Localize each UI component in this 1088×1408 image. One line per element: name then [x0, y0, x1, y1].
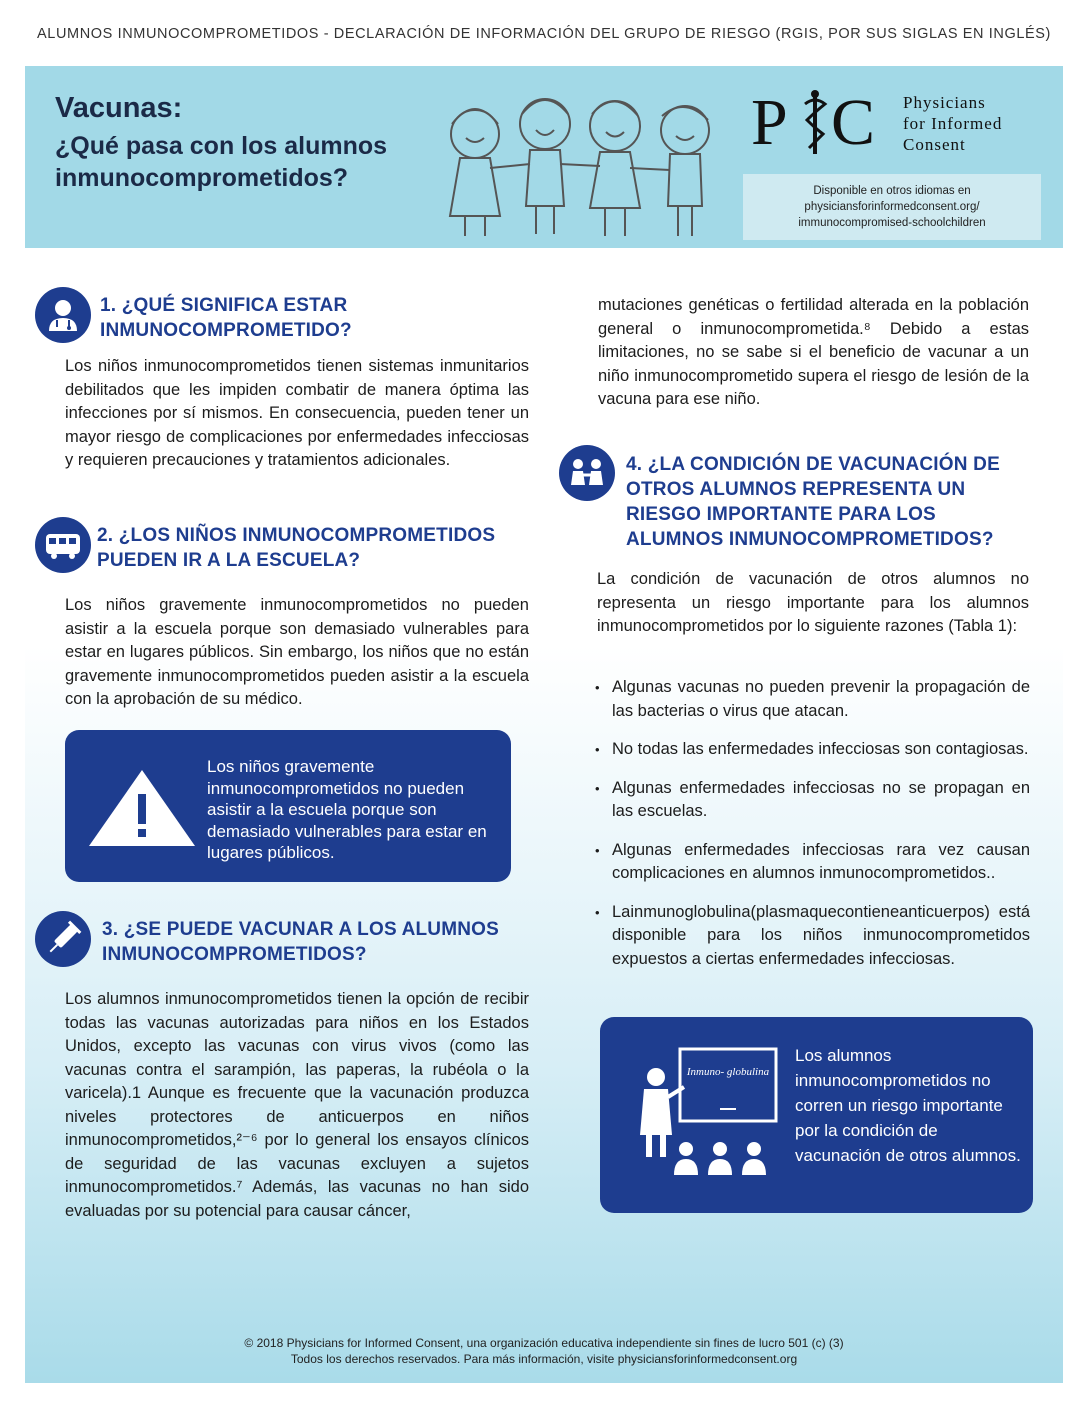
reasons-list [595, 676, 1030, 986]
list-item: • Algunas vacunas no pueden prevenir la propagación de las bacterias o virus que atacan. [595, 676, 1030, 723]
caduceus-logo-icon [751, 86, 891, 158]
svg-text:P: P [751, 86, 788, 158]
page-title: Vacunas: [55, 92, 183, 124]
svg-text:C: C [831, 86, 876, 158]
logo-line: for Informed [903, 114, 1003, 133]
section-3-title: 3. ¿SE PUEDE VACUNAR A LOS ALUMNOS INMUNOCOMPROMETIDOS? [102, 919, 500, 965]
section-2-title: 2. ¿LOS NIÑOS INMUNOCOMPROMETIDOS PUEDEN IR A LA ESCUELA? [97, 525, 496, 571]
logo-wordmark [903, 92, 1002, 155]
section-1-body: Los niños inmunocomprometidos tienen sistemas inmunitarios debilitados que les impiden combatir de manera óptima las infecciones por sí mismos. En consecuencia, pueden tener un mayor riesgo de complicaciones por enfermedades infecciosas y requieren precauciones y tratamientos adicionales. [65, 357, 529, 469]
section-3-body: Los alumnos inmunocomprometidos tienen la opción de recibir todas las vacunas autorizadas para niños en los Estados Unidos, excepto las vacunas con virus vivos (como las vacunas contra el sarampión, las paperas, la rubéola o la varicela).1 Aunque es frecuente que la vacunación produzca niveles protectores de anticuerpos en niños inmunocomprometidos,²⁻⁶ por lo general los ensayos clínicos de seguridad de las vacunas excluyen a sujetos inmunocomprometidos.⁷ Además, las vacunas no han sido evaluadas por su potencial para causar cáncer, [65, 990, 529, 1220]
doctor-icon [35, 287, 91, 343]
children-holding-hands-illustration [430, 86, 730, 244]
footer-website: Todos los derechos reservados. Para más información, visite physiciansforinformedconsent.org [290, 1352, 798, 1366]
page-subtitle: ¿Qué pasa con los alumnos inmunocomprometidos? [55, 132, 388, 192]
lang-link[interactable]: immunocompromised-schoolchildren [798, 217, 986, 229]
footer-copyright: © 2018 Physicians for Informed Consent, una organización educativa independiente sin fines de lucro 501 (c) (3) [244, 1336, 844, 1350]
document-header: ALUMNOS INMUNOCOMPROMETIDOS - DECLARACIÓN DE INFORMACIÓN DEL GRUPO DE RIESGO (RGIS, POR SUS SIGLAS EN INGLÉS) [37, 26, 1051, 42]
list-item: • Lainmunoglobulina(plasmaquecontieneanticuerpos) está disponible para los niños inmunocomprometidos expuestos a ciertas enfermedades infecciosas. [595, 901, 1030, 972]
section-1-title-text: 1. ¿QUÉ SIGNIFICA ESTAR INMUNOCOMPROMETIDO? [100, 295, 352, 341]
school-bus-icon [35, 517, 91, 573]
warning-callout [65, 730, 511, 882]
section-4-title: 4. ¿LA CONDICIÓN DE VACUNACIÓN DE OTROS ALUMNOS REPRESENTA UN RIESGO IMPORTANTE PARA LOS ALUMNOS INMUNOCOMPROMETIDOS? [626, 454, 1000, 550]
teacher-classroom-icon [624, 1045, 784, 1177]
teacher-callout [600, 1017, 1033, 1213]
list-item: • Algunas enfermedades infecciosas no se propagan en las escuelas. [595, 777, 1030, 824]
children-group-icon [559, 445, 615, 501]
logo-line: Consent [903, 135, 966, 154]
warning-triangle-icon [87, 768, 197, 848]
section-4-body: La condición de vacunación de otros alumnos no representa un riesgo importante para los alumnos inmunocomprometidos por lo siguiente razones (Tabla 1): [597, 570, 1029, 635]
lang-link[interactable]: physiciansforinformedconsent.org/ [804, 201, 980, 213]
teacher-callout-text: Los alumnos inmunocomprometidos no corren un riesgo importante por la condición de vacunación de otros alumnos. [795, 1046, 1021, 1165]
other-languages-note [743, 174, 1041, 240]
section-1-title [100, 293, 420, 343]
lang-line: Disponible en otros idiomas en [813, 185, 971, 197]
section-2-body: Los niños gravemente inmunocomprometidos no pueden asistir a la escuela porque son demasiado vulnerables para estar en lugares públicos. Sin embargo, los niños que no están gravemente inmunocomprometidos pueden asistir a la escuela con la aprobación de su médico. [65, 596, 529, 708]
title-banner [25, 66, 1063, 248]
section-3-body-continued: mutaciones genéticas o fertilidad alterada en la población general o inmunocomprometida.⁸ Debido a estas limitaciones, no se sabe si el beneficio de vacunar a un niño inmunocomprometido supera el riesgo de lesión de la vacuna para ese niño. [598, 296, 1029, 408]
board-label: Inmuno- globulina [686, 1066, 770, 1078]
footer [0, 1335, 1088, 1367]
list-item: • No todas las enfermedades infecciosas son contagiosas. [595, 738, 1030, 762]
logo-line: Physicians [903, 93, 986, 112]
pic-logo [751, 86, 1051, 158]
syringe-icon [35, 911, 91, 967]
list-item: • Algunas enfermedades infecciosas rara vez causan complicaciones en alumnos inmunocomprometidos.. [595, 839, 1030, 886]
warning-callout-text: Los niños gravemente inmunocomprometidos no pueden asistir a la escuela porque son demasiado vulnerables para estar en lugares públicos. [207, 757, 487, 862]
